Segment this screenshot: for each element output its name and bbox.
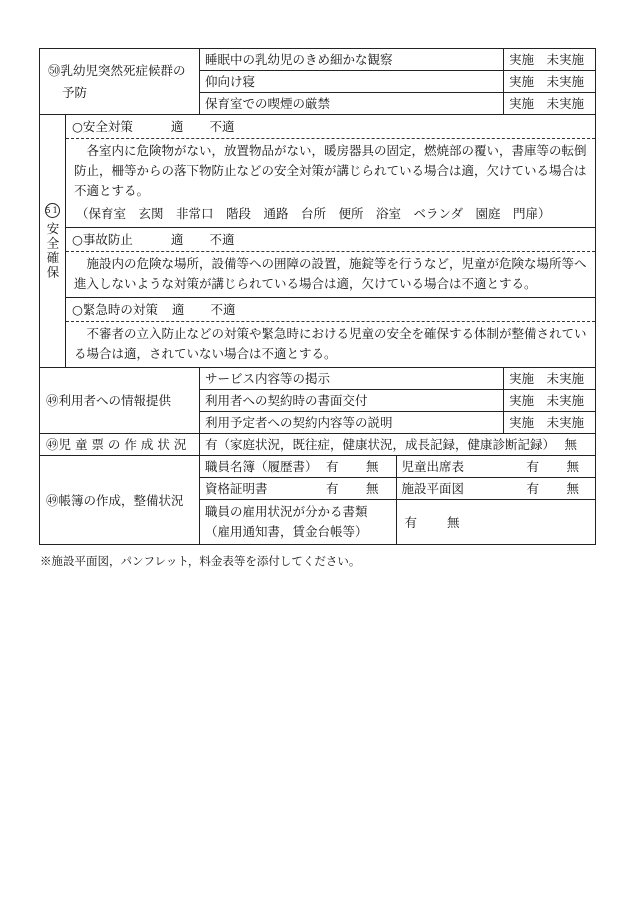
ledger-employment-status <box>397 500 596 544</box>
sids-item-3: 保育室での喫煙の厳禁 <box>200 93 504 115</box>
safety-label-text: 安全確保 <box>45 221 60 280</box>
child-record-items: 有（家庭状況，既往症，健康状況，成長記録，健康診断記録） <box>205 437 556 452</box>
ledger-floorplan-label: 施設平面図 <box>401 481 465 496</box>
sids-status-2[interactable]: 実施 未実施 <box>504 71 596 93</box>
ledger-staff-roster-no[interactable]: 無 <box>366 459 379 474</box>
info-provision-row <box>40 368 596 390</box>
ledger-attendance-yes[interactable]: 有 <box>526 459 540 474</box>
accident-prevention-ng[interactable]: 不適 <box>209 232 235 247</box>
safety-label-number: 51 <box>45 203 60 218</box>
info-status-3[interactable]: 実施 未実施 <box>504 412 596 434</box>
ledger-qualification-yes[interactable]: 有 <box>326 481 339 496</box>
ledger-row-1-cells <box>200 456 596 478</box>
safety-measures-ng[interactable]: 不適 <box>209 119 235 134</box>
ledger-staff-roster-yes[interactable]: 有 <box>326 459 339 474</box>
info-item-1: サービス内容等の掲示 <box>200 368 504 390</box>
emergency-body: 不審者の立入防止などの対策や緊急時における児童の安全を確保する体制が整備されている場合は適，されていない場合は不適とする。 <box>74 326 587 361</box>
safety-label <box>40 115 66 368</box>
ledger-employment-no[interactable]: 無 <box>447 514 460 530</box>
sids-label-line1: ㊿乳幼児突然死症候群の <box>48 62 186 78</box>
safety-block-accident <box>66 227 595 297</box>
ledger-qualification-label: 資格証明書 <box>205 481 268 496</box>
checklist-page <box>39 48 595 545</box>
info-item-3: 利用予定者への契約内容等の説明 <box>200 412 504 434</box>
sids-prevention-label <box>40 49 200 115</box>
ledger-employment-line2: （雇用通知書，賃金台帳等） <box>205 524 368 539</box>
ledger-attendance-label: 児童出席表 <box>401 459 465 474</box>
accident-prevention-ok[interactable]: 適 <box>170 232 184 247</box>
inspection-table <box>39 48 596 545</box>
ledger-row-1 <box>40 456 596 478</box>
ledger-employment-docs <box>200 500 397 544</box>
accident-prevention-head <box>66 228 595 252</box>
sids-prevention-row <box>40 49 596 71</box>
safety-measures-head <box>66 115 595 139</box>
safety-content <box>66 115 596 368</box>
ledger-row-3-cells <box>200 500 596 545</box>
ledger-row-2-cells <box>200 478 596 500</box>
ledger-staff-roster <box>200 456 397 477</box>
ledger-attendance <box>397 456 596 477</box>
safety-row <box>40 115 596 368</box>
accident-prevention-body: 施設内の危険な場所，設備等への囲障の設置，施錠等を行うなど，児童が危険な場所等へ進入しないような対策が講じられている場合は適，欠けている場合は不適とする。 <box>74 256 587 291</box>
ledger-employment-yes[interactable]: 有 <box>404 514 418 530</box>
sids-item-1: 睡眠中の乳幼児のきめ細かな観察 <box>200 49 504 71</box>
safety-measures-places: （保育室 玄関 非常口 階段 通路 台所 便所 浴室 ベランダ 園庭 門扉） <box>76 206 551 221</box>
attachment-footnote: ※施設平面図，パンフレット，料金表等を添付してください。 <box>40 554 361 568</box>
sids-item-2: 仰向け寝 <box>200 71 504 93</box>
ledger-attendance-no[interactable]: 無 <box>566 459 580 474</box>
ledger-floorplan-yes[interactable]: 有 <box>526 481 540 496</box>
safety-measures-ok[interactable]: 適 <box>170 119 184 134</box>
ledger-label: ㊾帳簿の作成，整備状況 <box>40 456 200 545</box>
ledger-floorplan <box>397 478 596 499</box>
emergency-title: ○緊急時の対策 <box>72 302 158 317</box>
emergency-ng[interactable]: 不適 <box>210 302 236 317</box>
ledger-qualification <box>200 478 397 499</box>
ledger-qualification-no[interactable]: 無 <box>366 481 379 496</box>
emergency-head <box>66 298 595 322</box>
ledger-employment-line1: 職員の雇用状況が分かる書類 <box>205 504 368 519</box>
sids-status-1[interactable]: 実施 未実施 <box>504 49 596 71</box>
ledger-staff-roster-label: 職員名簿（履歴書） <box>205 459 318 474</box>
safety-measures-title: ○安全対策 <box>72 119 133 134</box>
info-provision-label: ㊾利用者への情報提供 <box>40 368 200 434</box>
accident-prevention-title: ○事故防止 <box>72 232 133 247</box>
sids-label-line2: 予防 <box>62 84 88 100</box>
info-item-2: 利用者への契約時の書面交付 <box>200 390 504 412</box>
child-record-none[interactable]: 無 <box>564 437 578 452</box>
child-record-row <box>40 434 596 456</box>
child-record-content <box>200 434 596 456</box>
safety-measures-body: 各室内に危険物がない，放置物品がない，暖房器具の固定，燃焼部の覆い，書庫等の転倒防止，柵等からの落下物防止などの安全対策が講じられている場合は適，欠けている場合は不適とする。 <box>74 143 587 198</box>
safety-block-measures <box>66 115 595 227</box>
emergency-ok[interactable]: 適 <box>171 302 185 317</box>
info-status-1[interactable]: 実施 未実施 <box>504 368 596 390</box>
child-record-label: ㊾児 童 票 の 作 成 状 況 <box>40 434 200 456</box>
sids-status-3[interactable]: 実施 未実施 <box>504 93 596 115</box>
info-status-2[interactable]: 実施 未実施 <box>504 390 596 412</box>
safety-block-emergency <box>66 297 595 367</box>
ledger-floorplan-no[interactable]: 無 <box>566 481 580 496</box>
